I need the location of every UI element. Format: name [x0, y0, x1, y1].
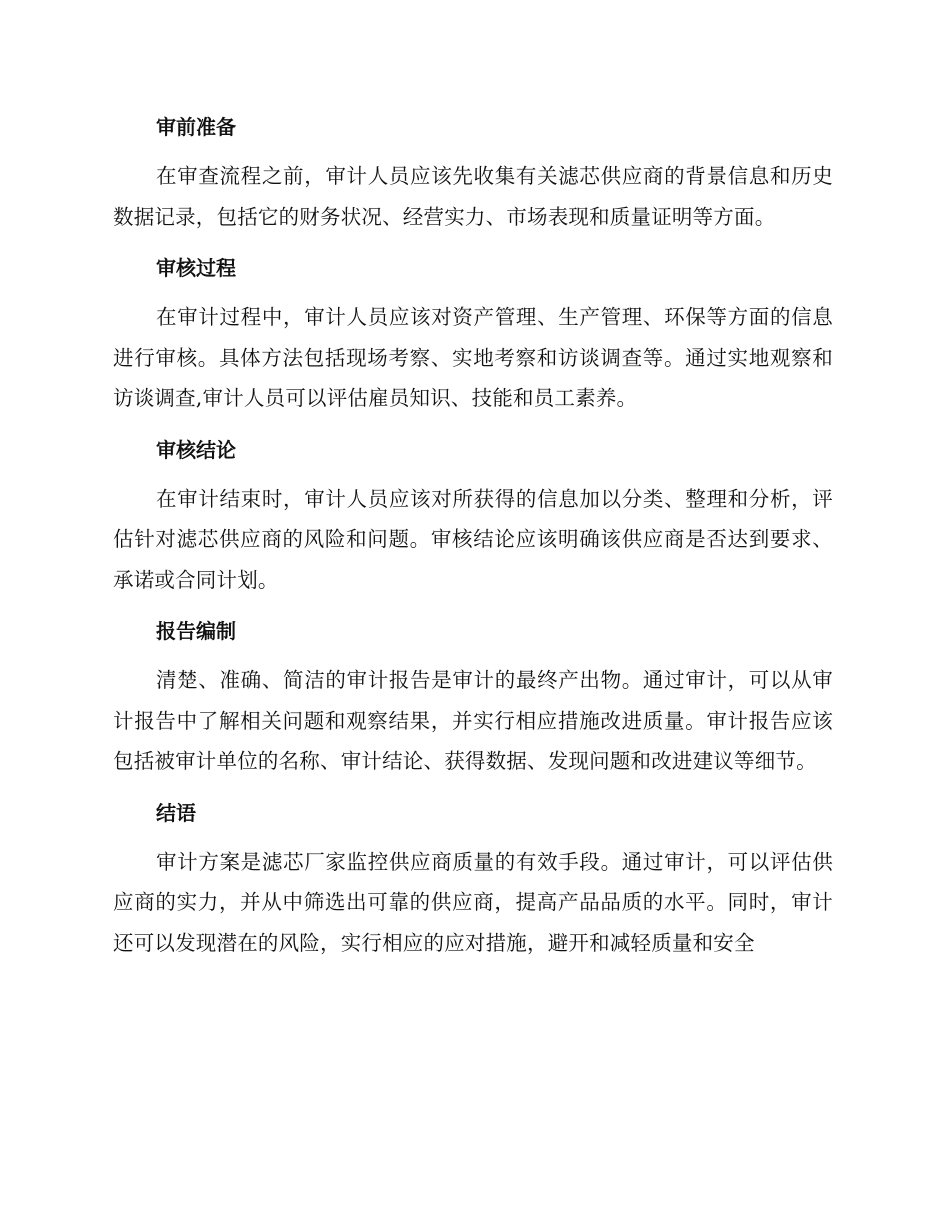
section-paragraph: 在审计过程中，审计人员应该对资产管理、生产管理、环保等方面的信息进行审核。具体方法包括现场考察、实地考察和访谈调查等。通过实地观察和访谈调查,审计人员可以评估雇员知识、技能和员工素养。 [113, 305, 833, 410]
section-heading: 审核过程 [156, 256, 236, 280]
section-heading: 审核结论 [156, 437, 236, 462]
section-paragraph: 在审查流程之前，审计人员应该先收集有关滤芯供应商的背景信息和历史数据记录，包括它的财务状况、经营实力、市场表现和质量证明等方面。 [113, 164, 833, 229]
section-paragraph: 审计方案是滤芯厂家监控供应商质量的有效手段。通过审计，可以评估供应商的实力，并从中筛选出可靠的供应商，提高产品品质的水平。同时，审计还可以发现潜在的风险，实行相应的应对措施，避开和减轻质量和安全 [113, 849, 833, 955]
section-heading: 报告编制 [156, 619, 236, 643]
section-paragraph: 清楚、准确、简洁的审计报告是审计的最终产出物。通过审计，可以从审计报告中了解相关问题和观察结果，并实行相应措施改进质量。审计报告应该包括被审计单位的名称、审计结论、获得数据、发现问题和改进建议等细节。 [113, 668, 833, 773]
section-heading: 结语 [156, 800, 196, 825]
section-paragraph: 在审计结束时，审计人员应该对所获得的信息加以分类、整理和分析，评估针对滤芯供应商的风险和问题。审核结论应该明确该供应商是否达到要求、承诺或合同计划。 [113, 486, 833, 592]
section-report-preparation [113, 610, 833, 782]
section-audit-process [113, 247, 833, 419]
section-closing-remarks [113, 792, 833, 964]
section-pre-audit-preparation [113, 106, 833, 237]
document-body [113, 106, 833, 973]
section-audit-conclusion [113, 429, 833, 601]
section-heading: 审前准备 [156, 115, 236, 139]
